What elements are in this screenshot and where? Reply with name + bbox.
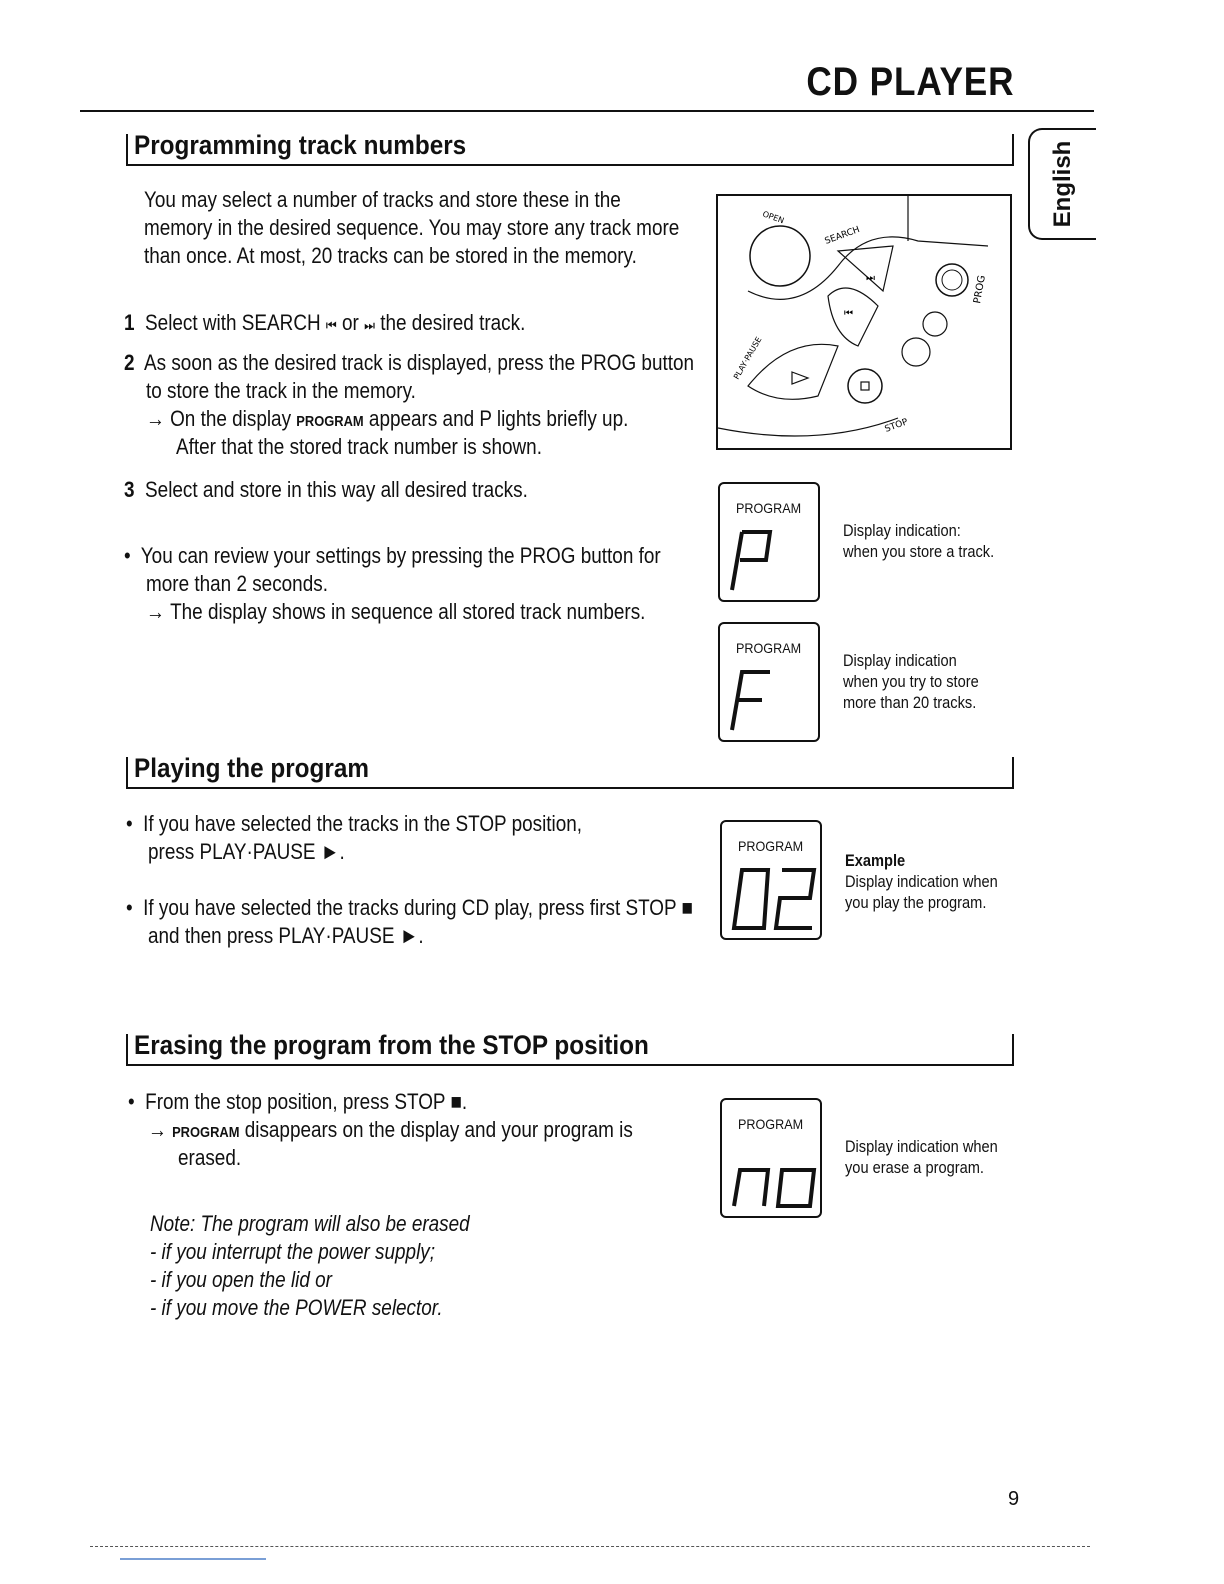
step-2-text: As soon as the desired track is displayed, press the PROG button — [144, 350, 695, 375]
step-2-result-b: appears and P lights briefly up. — [363, 406, 629, 431]
section-title-erasing: Erasing the program from the STOP position — [134, 1030, 649, 1060]
display-02 — [720, 820, 822, 940]
display-p-label: PROGRAM — [736, 500, 802, 516]
page-number: 9 — [1008, 1488, 1020, 1510]
language-tab-label: English — [1049, 140, 1076, 228]
step-3-text: Select and store in this way all desired tracks. — [145, 477, 528, 502]
result-arrow-icon: → — [146, 406, 165, 431]
open-label: OPEN — [761, 209, 786, 226]
skip-next-icon: ⏭ — [866, 273, 875, 284]
section-title-programming: Programming track numbers — [134, 130, 467, 160]
section-header-erasing — [126, 1030, 1014, 1066]
step-1 — [124, 309, 525, 339]
review-bullet-text: You can review your settings by pressing the PROG button for — [140, 543, 661, 568]
section-header-playing — [126, 753, 1014, 789]
skip-previous-icon: ⏮ — [844, 308, 853, 319]
skip-next-icon: ⏭ — [364, 317, 375, 333]
note-line-2: - if you interrupt the power supply; — [150, 1239, 435, 1264]
section-title-playing: Playing the program — [134, 753, 369, 783]
erase-bullet-text: From the stop position, press STOP ■. — [145, 1089, 468, 1114]
step-2-result-2: After that the stored track number is shown. — [176, 434, 542, 459]
display-p-caption-line-1: Display indication: — [843, 521, 961, 540]
erase-result-text: disappears on the display and your program is — [239, 1117, 633, 1142]
step-1-text-c: the desired track. — [374, 310, 526, 335]
step-2-line-1 — [124, 349, 694, 377]
seven-segment-02 — [730, 866, 820, 932]
footer-rule — [90, 1546, 1090, 1547]
display-f-caption-line-2: when you try to store — [843, 672, 979, 691]
note-line-4: - if you move the POWER selector. — [150, 1295, 443, 1320]
display-02-caption-line-1: Display indication when — [845, 872, 998, 891]
control-panel-drawing — [718, 196, 1010, 448]
play-icon — [792, 372, 808, 384]
stop-button — [848, 369, 882, 403]
step-2-result — [146, 405, 628, 436]
review-bullet-line-1 — [124, 542, 661, 570]
step-2-result-caps: PROGRAM — [296, 413, 364, 430]
note-line-3: - if you open the lid or — [150, 1267, 332, 1292]
bullet-icon: • — [128, 1089, 135, 1114]
display-p — [718, 482, 820, 602]
play-bullet-2-line-1 — [126, 894, 693, 922]
skip-previous-icon: ⏮ — [325, 317, 337, 333]
bullet-icon: • — [126, 895, 133, 920]
display-p-caption-line-2: when you store a track. — [843, 542, 995, 561]
review-bullet-result — [146, 598, 645, 626]
erase-result — [148, 1116, 633, 1147]
display-f-caption-line-1: Display indication — [843, 651, 957, 670]
display-no-caption-line-1: Display indication when — [845, 1137, 998, 1156]
step-1-text-a: Select with SEARCH — [145, 310, 326, 335]
play-bullet-1-line-1 — [126, 810, 582, 838]
intro-line-1: You may select a number of tracks and store these in the — [144, 187, 621, 212]
display-f-caption — [843, 650, 979, 713]
play-bullet-2-line-2: and then press PLAY·PAUSE ►. — [148, 923, 424, 948]
cd-player-control-panel-illustration — [716, 194, 1012, 450]
display-no — [720, 1098, 822, 1218]
display-02-label: PROGRAM — [738, 838, 804, 854]
note-line-1: Note: The program will also be erased — [150, 1211, 470, 1236]
display-02-caption — [845, 850, 998, 913]
erase-bullet — [128, 1088, 467, 1116]
display-no-caption — [845, 1136, 998, 1178]
seven-segment-no — [730, 1160, 820, 1210]
step-2-number: 2 — [124, 350, 135, 375]
header-rule — [80, 110, 1094, 112]
play-bullet-1-line-2: press PLAY·PAUSE ►. — [148, 839, 345, 864]
display-02-caption-line-2: you play the program. — [845, 893, 987, 912]
step-2-line-2: to store the track in the memory. — [146, 378, 416, 403]
result-arrow-icon: → — [146, 599, 165, 624]
play-bullet-2-text: If you have selected the tracks during CD play, press first STOP ■ — [143, 895, 693, 920]
erase-result-caps: PROGRAM — [172, 1124, 240, 1141]
step-1-number: 1 — [124, 310, 135, 335]
display-02-caption-title: Example — [845, 851, 906, 870]
erase-result-2: erased. — [178, 1145, 242, 1170]
intro-line-2: memory in the desired sequence. You may store any track more — [144, 215, 680, 240]
display-no-label: PROGRAM — [738, 1116, 804, 1132]
review-bullet-line-2: more than 2 seconds. — [146, 571, 328, 596]
result-arrow-icon: → — [148, 1117, 167, 1142]
stop-label: STOP — [883, 417, 910, 435]
prog-label: PROG — [972, 274, 988, 305]
skip-next-button — [838, 246, 893, 291]
section-header-programming — [126, 130, 1014, 166]
step-1-text-b: or — [336, 310, 365, 335]
play-pause-label: PLAY·PAUSE — [731, 335, 764, 381]
step-3-number: 3 — [124, 477, 135, 502]
search-label: SEARCH — [823, 224, 862, 247]
display-no-caption-line-2: you erase a program. — [845, 1158, 984, 1177]
seven-segment-p — [728, 528, 778, 594]
bullet-icon: • — [126, 811, 133, 836]
skip-previous-button — [828, 288, 878, 346]
step-2-result-a: On the display — [170, 406, 297, 431]
display-p-caption — [843, 520, 994, 562]
page-title: CD PLAYER — [805, 60, 1014, 104]
seven-segment-f — [728, 668, 778, 734]
language-tab — [1028, 128, 1096, 240]
play-bullet-1-text: If you have selected the tracks in the STOP position, — [143, 811, 583, 836]
display-f — [718, 622, 820, 742]
scan-artifact-line — [120, 1558, 266, 1560]
review-result-text: The display shows in sequence all stored track numbers. — [170, 599, 646, 624]
intro-line-3: than once. At most, 20 tracks can be stored in the memory. — [144, 243, 637, 268]
bullet-icon: • — [124, 543, 131, 568]
display-f-caption-line-3: more than 20 tracks. — [843, 693, 977, 712]
step-3 — [124, 476, 528, 504]
display-f-label: PROGRAM — [736, 640, 802, 656]
prog-button — [936, 264, 968, 296]
stop-icon — [861, 382, 869, 390]
